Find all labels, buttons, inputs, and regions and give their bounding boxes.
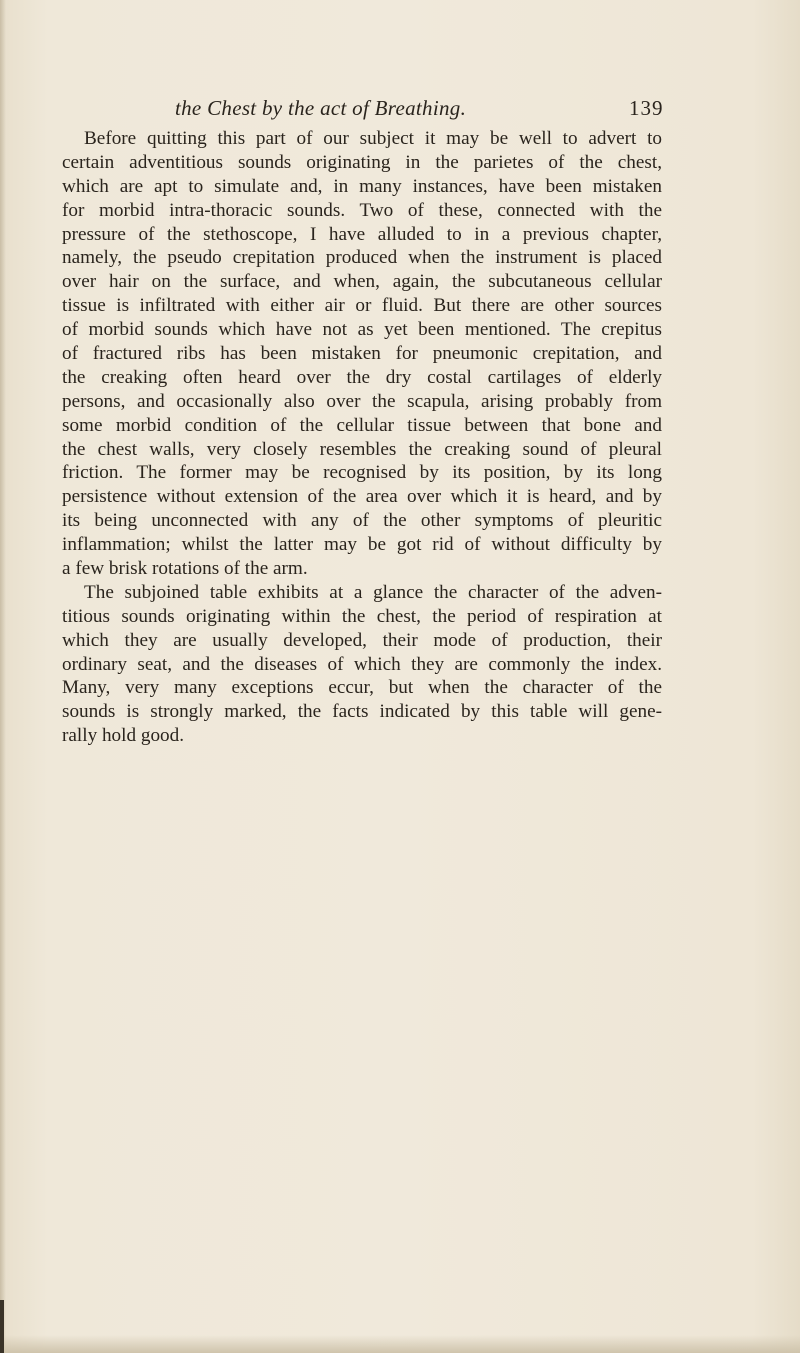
text-line: of fractured ribs has been mistaken for pneumonic crepitation, and bbox=[62, 343, 662, 365]
text-line: over hair on the surface, and when, again, the subcutaneous cellular bbox=[62, 271, 662, 293]
text-line: sounds is strongly marked, the facts indicated by this table will gene- bbox=[62, 701, 662, 723]
running-head bbox=[62, 96, 662, 126]
text-line: Before quitting this part of our subject it may be well to advert to bbox=[84, 128, 662, 149]
text-line: titious sounds originating within the chest, the period of respiration at bbox=[62, 605, 662, 627]
binding-edge-mark bbox=[0, 1300, 4, 1353]
gutter-shadow bbox=[0, 0, 6, 1353]
text-line: some morbid condition of the cellular tissue between that bone and bbox=[62, 414, 662, 436]
text-line: persistence without extension of the area over which it is heard, and by bbox=[62, 486, 662, 508]
text-line: namely, the pseudo crepitation produced when the instrument is placed bbox=[62, 247, 662, 269]
text-line: inflammation; whilst the latter may be got rid of without difficulty by bbox=[62, 534, 662, 556]
paragraph-1 bbox=[62, 127, 662, 581]
paragraph-2 bbox=[62, 581, 662, 748]
body-text bbox=[62, 127, 662, 748]
text-line: which are apt to simulate and, in many instances, have been mistaken bbox=[62, 175, 662, 197]
text-line: the chest walls, very closely resembles the creaking sound of pleural bbox=[62, 438, 662, 460]
text-line: for morbid intra-thoracic sounds. Two of these, connected with the bbox=[62, 199, 662, 221]
page-number: 139 bbox=[629, 96, 664, 120]
text-line: The subjoined table exhibits at a glance the character of the adven- bbox=[84, 581, 662, 603]
text-line: pressure of the stethoscope, I have alluded to in a previous chapter, bbox=[62, 223, 662, 245]
running-head-title: the Chest by the act of Breathing. bbox=[175, 96, 467, 120]
text-line: its being unconnected with any of the other symptoms of pleuritic bbox=[62, 510, 662, 532]
text-line: tissue is infiltrated with either air or fluid. But there are other sources bbox=[62, 295, 662, 317]
text-line: rally hold good. bbox=[62, 725, 185, 747]
text-line: which they are usually developed, their mode of production, their bbox=[62, 629, 662, 651]
text-line: ordinary seat, and the diseases of which they are commonly the index. bbox=[62, 653, 662, 675]
page-bottom-edge bbox=[0, 1335, 800, 1353]
text-line: certain adventitious sounds originating in the parietes of the chest, bbox=[62, 151, 662, 173]
text-line: a few brisk rotations of the arm. bbox=[62, 558, 308, 580]
text-line: Many, very many exceptions eccur, but when the character of the bbox=[62, 677, 662, 699]
text-line: the creaking often heard over the dry costal cartilages of elderly bbox=[62, 366, 662, 388]
text-line: of morbid sounds which have not as yet been mentioned. The crepitus bbox=[62, 319, 662, 341]
text-line: persons, and occasionally also over the scapula, arising probably from bbox=[62, 390, 662, 412]
text-line: friction. The former may be recognised by its position, by its long bbox=[62, 462, 662, 484]
